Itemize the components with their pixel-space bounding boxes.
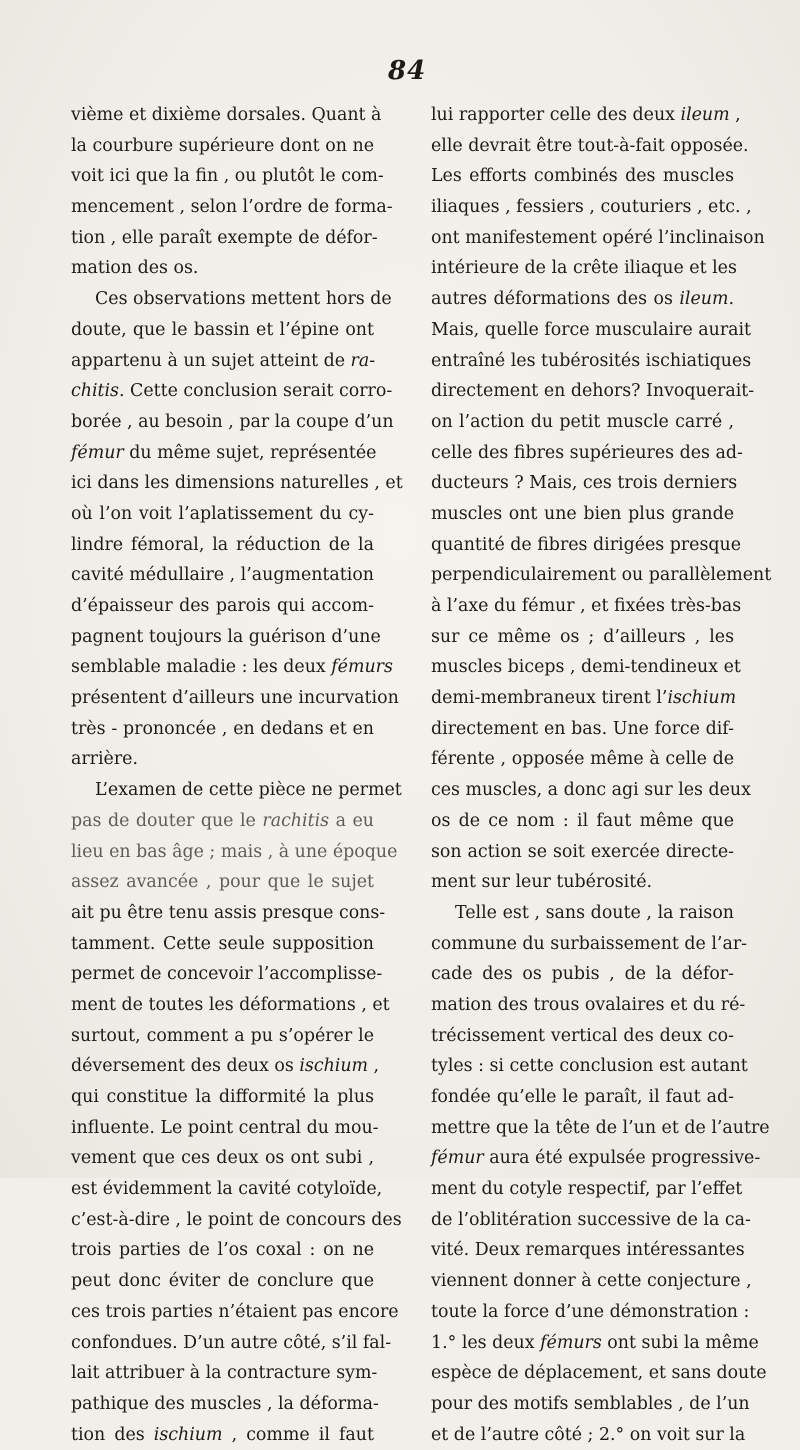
text-line bbox=[71, 1174, 383, 1205]
text-segment: qui constitue la difformité la plus bbox=[71, 1087, 374, 1107]
text-segment: voit ici que la fin , ou plutôt le com- bbox=[71, 166, 384, 187]
text-line bbox=[431, 867, 734, 898]
text-line bbox=[431, 622, 734, 653]
text-segment: tamment. Cette seule supposition bbox=[71, 933, 374, 954]
text-line bbox=[71, 1297, 399, 1328]
text-line bbox=[431, 1113, 770, 1144]
text-segment: assez avancée , pour que le sujet bbox=[71, 872, 374, 893]
text-segment: trois parties de l’os coxal : on ne bbox=[71, 1240, 374, 1261]
text-segment: lui rapporter celle des deux bbox=[431, 105, 681, 125]
text-segment: Telle est , sans doute , la raison bbox=[455, 902, 734, 923]
text-line bbox=[71, 1082, 374, 1113]
text-line bbox=[431, 990, 746, 1021]
text-segment: cade des os pubis , de la défor- bbox=[431, 964, 734, 985]
text-segment: pagnent toujours la guérison d’une bbox=[71, 626, 381, 647]
text-line bbox=[431, 898, 734, 929]
text-line bbox=[431, 315, 752, 346]
text-segment: 1.° les deux bbox=[431, 1332, 541, 1353]
italic-term: ileum bbox=[680, 105, 730, 125]
text-line bbox=[431, 1051, 748, 1082]
text-line bbox=[71, 1143, 374, 1174]
text-line bbox=[71, 131, 374, 162]
text-line bbox=[431, 223, 765, 254]
text-segment: permet de concevoir l’accomplisse- bbox=[71, 964, 383, 985]
text-segment: aura été expulsée progressive- bbox=[483, 1148, 761, 1169]
text-segment: peut donc éviter de conclure que bbox=[71, 1271, 374, 1292]
text-segment: borée , au besoin , par la coupe d’un bbox=[71, 411, 394, 432]
text-line bbox=[431, 499, 734, 530]
text-line bbox=[71, 100, 382, 131]
text-segment: muscles ont une bien plus grande bbox=[431, 503, 734, 524]
text-line bbox=[431, 161, 734, 192]
text-line bbox=[431, 683, 737, 714]
text-line bbox=[431, 1021, 734, 1052]
text-segment: ces muscles, a donc agi sur les deux bbox=[431, 780, 751, 801]
italic-term: fémur bbox=[431, 1148, 484, 1169]
text-line bbox=[431, 560, 772, 591]
text-segment: autres déformations des os bbox=[431, 289, 680, 310]
text-line bbox=[431, 837, 734, 868]
text-line bbox=[71, 253, 374, 284]
text-segment: ces trois parties n’étaient pas encore bbox=[71, 1301, 399, 1322]
text-segment: ait pu être tenu assis presque cons- bbox=[71, 902, 386, 923]
text-segment: , bbox=[729, 105, 741, 125]
text-line bbox=[71, 775, 402, 806]
page-number: 84 bbox=[388, 56, 427, 86]
text-segment: vité. Deux remarques intéressantes bbox=[431, 1240, 745, 1261]
text-segment: c’est-à-dire , le point de concours des bbox=[71, 1209, 402, 1230]
text-segment: où l’on voit l’aplatissement du cy- bbox=[71, 503, 374, 524]
text-line bbox=[431, 1143, 761, 1174]
text-line bbox=[71, 468, 403, 499]
text-segment: quantité de fibres dirigées presque bbox=[431, 534, 742, 555]
text-line bbox=[71, 867, 374, 898]
text-segment: influente. Le point central du mou- bbox=[71, 1117, 379, 1138]
text-segment: lieu en bas âge ; mais , à une époque bbox=[71, 841, 398, 862]
text-segment: ment sur leur tubérosité. bbox=[431, 872, 653, 893]
text-line bbox=[431, 131, 749, 162]
text-segment: pathique des muscles , la déforma- bbox=[71, 1393, 379, 1414]
text-line bbox=[71, 315, 374, 346]
text-segment: celle des fibres supérieures des ad- bbox=[431, 442, 743, 463]
text-segment: fondée qu’elle le paraît, il faut ad- bbox=[431, 1087, 734, 1107]
left-text-column bbox=[71, 100, 403, 1450]
text-segment: très - prononcée , en dedans et en bbox=[71, 718, 374, 739]
text-line bbox=[431, 959, 734, 990]
text-segment: d’épaisseur des parois qui accom- bbox=[71, 596, 374, 616]
text-line bbox=[431, 929, 748, 960]
text-line bbox=[71, 959, 383, 990]
text-line bbox=[71, 376, 393, 407]
text-segment: perpendiculairement ou parallèlement bbox=[431, 565, 772, 586]
text-line bbox=[431, 1328, 759, 1359]
text-segment: est évidemment la cavité cotyloïde, bbox=[71, 1179, 383, 1200]
text-line bbox=[431, 407, 734, 438]
text-segment: commune du surbaissement de l’ar- bbox=[431, 933, 748, 954]
text-line bbox=[431, 1297, 750, 1328]
text-line bbox=[431, 744, 734, 775]
text-line bbox=[71, 1328, 392, 1359]
text-line bbox=[431, 376, 755, 407]
text-segment: , comme il faut bbox=[222, 1424, 374, 1445]
text-segment: a eu bbox=[329, 810, 374, 831]
text-line bbox=[431, 253, 737, 284]
italic-term: ileum bbox=[679, 289, 729, 310]
text-line bbox=[71, 1420, 374, 1450]
text-segment: L’examen de cette pièce ne permet bbox=[95, 780, 402, 801]
italic-term: ischium bbox=[667, 688, 737, 709]
text-segment: ment de toutes les déformations , et bbox=[71, 994, 390, 1015]
text-segment: mencement , selon l’ordre de forma- bbox=[71, 197, 393, 218]
text-line bbox=[71, 806, 374, 837]
text-segment: tion , elle paraît exempte de défor- bbox=[71, 227, 378, 248]
text-segment: intérieure de la crête iliaque et les bbox=[431, 258, 737, 279]
text-line bbox=[71, 1113, 379, 1144]
italic-term: fémurs bbox=[540, 1332, 602, 1353]
text-segment: viennent donner à cette conjecture , bbox=[431, 1271, 752, 1292]
text-line bbox=[71, 744, 374, 775]
text-line bbox=[71, 438, 377, 469]
text-line bbox=[431, 284, 734, 315]
text-line bbox=[71, 898, 386, 929]
text-segment: lindre fémoral, la réduction de la bbox=[71, 534, 374, 555]
text-segment: elle devrait être tout-à-fait opposée. bbox=[431, 135, 749, 156]
text-segment: sur ce même os ; d’ailleurs , les bbox=[431, 626, 734, 647]
text-line bbox=[71, 161, 384, 192]
text-line bbox=[71, 1205, 402, 1236]
text-segment: la courbure supérieure dont on ne bbox=[71, 135, 374, 156]
text-segment: ont subi la même bbox=[601, 1332, 759, 1353]
text-segment: . Cette conclusion serait corro- bbox=[118, 381, 393, 402]
text-line bbox=[431, 1205, 751, 1236]
text-line bbox=[431, 1358, 767, 1389]
text-segment: confondues. D’un autre côté, s’il fal- bbox=[71, 1332, 392, 1353]
text-segment: cavité médullaire , l’augmentation bbox=[71, 565, 375, 586]
text-line bbox=[431, 714, 734, 745]
text-segment: espèce de déplacement, et sans doute bbox=[431, 1363, 767, 1384]
text-line bbox=[431, 100, 741, 131]
text-line bbox=[431, 1174, 743, 1205]
text-segment: tyles : si cette conclusion est autant bbox=[431, 1056, 748, 1077]
text-line bbox=[71, 1021, 374, 1052]
text-line bbox=[431, 1389, 750, 1420]
text-line bbox=[431, 806, 734, 837]
text-segment: semblable maladie : les deux bbox=[71, 657, 332, 678]
text-segment: ducteurs ? Mais, ces trois derniers bbox=[431, 473, 738, 494]
text-segment: appartenu à un sujet atteint de bbox=[71, 350, 351, 371]
text-segment: directement en bas. Une force dif- bbox=[431, 718, 734, 739]
text-line bbox=[71, 284, 392, 315]
text-line bbox=[71, 1235, 374, 1266]
text-segment: arrière. bbox=[71, 749, 138, 770]
text-line bbox=[71, 1358, 378, 1389]
text-segment: de l’oblitération successive de la ca- bbox=[431, 1209, 751, 1230]
text-segment: pour des motifs semblables , de l’un bbox=[431, 1393, 750, 1414]
text-line bbox=[431, 775, 751, 806]
text-line bbox=[431, 1420, 746, 1450]
text-segment: présentent d’ailleurs une incurvation bbox=[71, 688, 399, 709]
text-segment: ici dans les dimensions naturelles , et bbox=[71, 473, 403, 494]
text-segment: déversement des deux os bbox=[71, 1056, 300, 1077]
text-segment: demi-membraneux tirent l’ bbox=[431, 688, 668, 709]
text-segment: mation des trous ovalaires et du ré- bbox=[431, 994, 746, 1015]
text-line bbox=[71, 591, 374, 622]
text-segment: iliaques , fessiers , couturiers , etc. , bbox=[431, 197, 752, 218]
text-line bbox=[71, 652, 393, 683]
text-segment: trécissement vertical des deux co- bbox=[431, 1025, 734, 1046]
italic-term: chitis bbox=[71, 381, 119, 402]
text-line bbox=[71, 714, 374, 745]
text-line bbox=[71, 1266, 374, 1297]
text-line bbox=[71, 929, 374, 960]
text-segment: vième et dixième dorsales. Quant à bbox=[71, 105, 382, 125]
text-segment: os de ce nom : il faut même que bbox=[431, 810, 734, 831]
text-line bbox=[71, 407, 394, 438]
text-line bbox=[71, 1051, 380, 1082]
text-segment: muscles biceps , demi-tendineux et bbox=[431, 657, 741, 678]
text-line bbox=[71, 560, 374, 591]
italic-term: fémurs bbox=[331, 657, 393, 678]
italic-term: rachitis bbox=[262, 810, 330, 831]
text-line bbox=[71, 499, 374, 530]
text-segment: surtout, comment a pu s’opérer le bbox=[71, 1025, 374, 1046]
text-segment: toute la force d’une démonstration : bbox=[431, 1301, 750, 1322]
text-segment: à l’axe du fémur , et fixées très-bas bbox=[431, 596, 742, 616]
text-line bbox=[431, 652, 741, 683]
text-segment: ont manifestement opéré l’inclinaison bbox=[431, 227, 765, 248]
text-line bbox=[71, 346, 374, 377]
text-segment: . bbox=[728, 289, 734, 310]
text-segment: entraîné les tubérosités ischiatiques bbox=[431, 350, 752, 371]
text-line bbox=[431, 1082, 734, 1113]
italic-term: ra- bbox=[350, 350, 376, 371]
right-text-column bbox=[431, 100, 772, 1450]
text-line bbox=[71, 837, 398, 868]
text-line bbox=[71, 223, 378, 254]
text-line bbox=[71, 990, 390, 1021]
text-segment: son action se soit exercée directe- bbox=[431, 841, 734, 862]
text-segment: férente , opposée même à celle de bbox=[431, 749, 734, 770]
text-segment: ment du cotyle respectif, par l’effet bbox=[431, 1179, 743, 1200]
text-segment: doute, que le bassin et l’épine ont bbox=[71, 319, 374, 340]
text-segment: directement en dehors? Invoquerait- bbox=[431, 381, 755, 402]
italic-term: ischium bbox=[299, 1056, 369, 1077]
text-line bbox=[71, 1389, 379, 1420]
text-line bbox=[431, 468, 738, 499]
text-segment: , bbox=[368, 1056, 380, 1077]
text-segment: tion des bbox=[71, 1424, 154, 1445]
text-line bbox=[71, 622, 381, 653]
text-line bbox=[431, 591, 742, 622]
text-segment: lait attribuer à la contracture sym- bbox=[71, 1363, 378, 1384]
italic-term: ischium bbox=[153, 1424, 223, 1445]
text-line bbox=[71, 683, 399, 714]
text-segment: Mais, quelle force musculaire aurait bbox=[431, 319, 752, 340]
text-segment: et de l’autre côté ; 2.° on voit sur la bbox=[431, 1424, 746, 1445]
text-segment: on l’action du petit muscle carré , bbox=[431, 411, 734, 432]
text-line bbox=[71, 192, 393, 223]
italic-term: fémur bbox=[71, 442, 124, 463]
text-line bbox=[431, 346, 752, 377]
text-segment: Ces observations mettent hors de bbox=[95, 289, 392, 310]
text-segment: Les efforts combinés des muscles bbox=[431, 166, 734, 187]
text-segment: du même sujet, représentée bbox=[123, 442, 377, 463]
text-line bbox=[71, 530, 374, 561]
text-line bbox=[431, 530, 742, 561]
text-segment: mation des os. bbox=[71, 258, 199, 279]
text-line bbox=[431, 1235, 745, 1266]
text-segment: vement que ces deux os ont subi , bbox=[71, 1148, 374, 1169]
text-line bbox=[431, 438, 743, 469]
text-line bbox=[431, 1266, 752, 1297]
text-line bbox=[431, 192, 752, 223]
text-segment: mettre que la tête de l’un et de l’autre bbox=[431, 1117, 770, 1138]
text-segment: pas de douter que le bbox=[71, 810, 263, 831]
